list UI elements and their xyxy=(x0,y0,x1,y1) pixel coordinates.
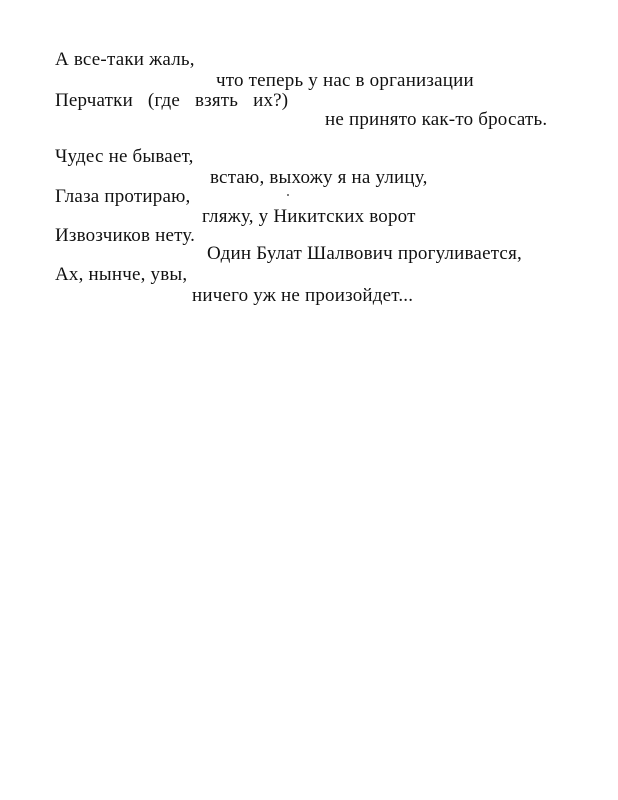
print-speck xyxy=(287,194,289,196)
poem-line-5: Чудес не бывает, xyxy=(55,146,194,167)
poem-line-12: ничего уж не произойдет... xyxy=(192,285,414,306)
poem-line-7: Глаза протираю, xyxy=(55,186,191,207)
poem-line-10: Один Булат Шалвович прогуливается, xyxy=(207,243,522,264)
poem-line-3: Перчатки (где взять их?) xyxy=(55,90,289,111)
poem-line-8: гляжу, у Никитских ворот xyxy=(202,206,416,227)
poem-line-9: Извозчиков нету. xyxy=(55,225,196,246)
poem-line-4: не принято как-то бросать. xyxy=(325,109,548,130)
poem-line-11: Ах, нынче, увы, xyxy=(55,264,188,285)
poem-line-1: А все-таки жаль, xyxy=(55,49,195,70)
poem-line-2: что теперь у нас в организации xyxy=(216,70,474,91)
poem-line-6: встаю, выхожу я на улицу, xyxy=(210,167,428,188)
